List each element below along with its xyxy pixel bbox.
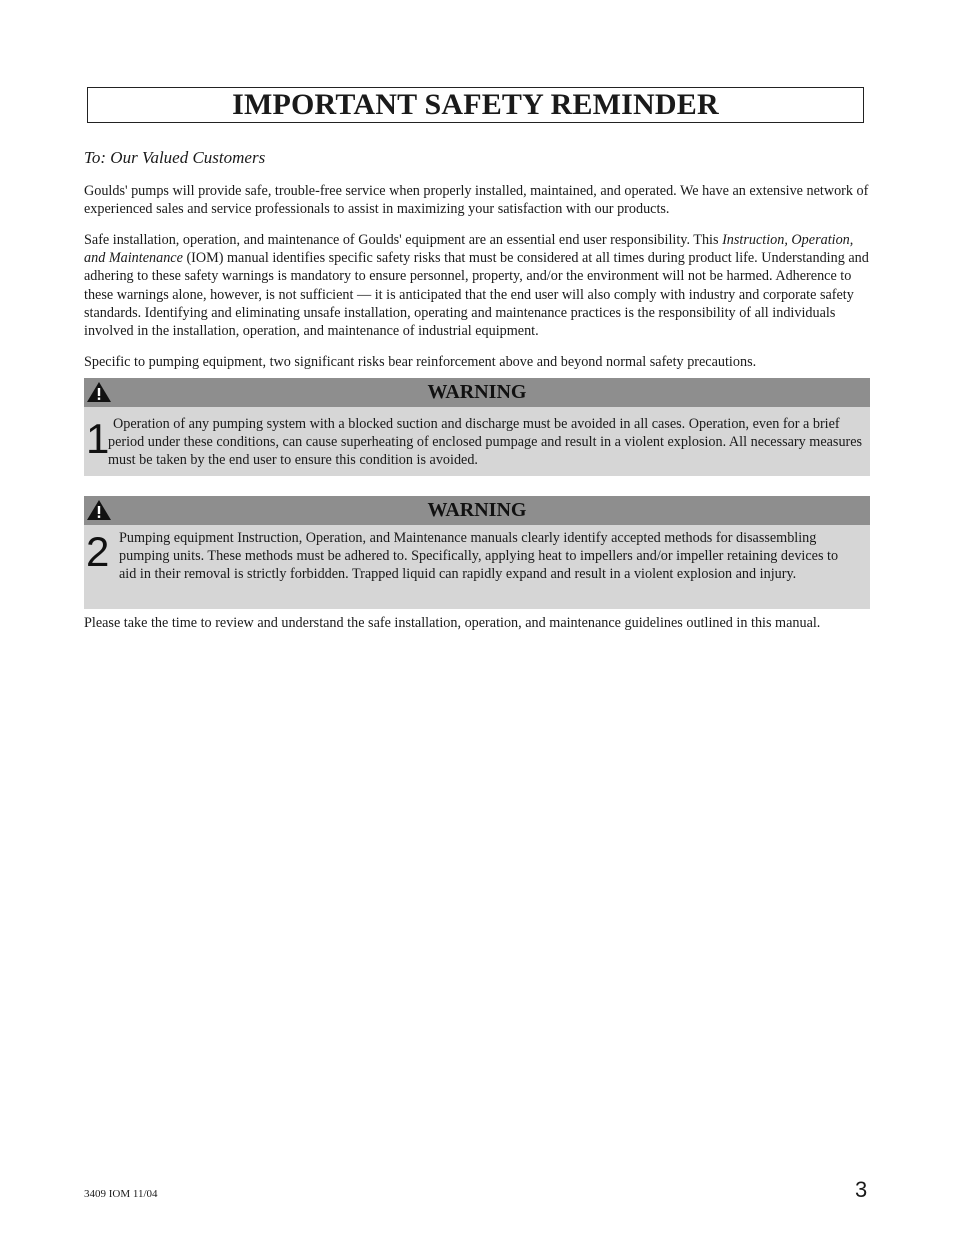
warning-1-body [84, 407, 870, 476]
warning-2-number: 2 [86, 528, 110, 575]
closing-paragraph: Please take the time to review and understand the safe installation, operation, and maintenance guidelines outlined in this manual. [84, 615, 821, 631]
document-code: 3409 IOM 11/04 [84, 1188, 158, 1200]
title-box [87, 87, 864, 123]
manual-title-italic: Instruction, Operation, and Maintenance [84, 232, 854, 267]
warning-1-number: 1 [86, 415, 110, 462]
warning-2-header [84, 496, 870, 525]
warning-1-header [84, 378, 870, 407]
salutation: To: Our Valued Customers [84, 148, 266, 167]
risks-paragraph: Specific to pumping equipment, two significant risks bear reinforcement above and beyond normal safety precautions. [84, 354, 757, 370]
responsibility-paragraph [84, 231, 874, 340]
warning-2-body [84, 525, 870, 609]
warning-2-label: WARNING [427, 499, 527, 521]
responsibility-text-b: (IOM) manual identifies specific safety risks that must be considered at all times during product life. Understanding and adhering to these safety warnings is mandatory to ensure personnel, property, and/or the environment will not be harmed. Adherence to these warnings alone, however, is not sufficient — it is anticipated that the end user will also comply with industry and corporate safety standards. Identifying and eliminating unsafe installation, operating and maintenance practices is the responsibility of all individuals involved in the installation, operation, and maintenance of industrial equipment. [84, 250, 869, 340]
warning-1-text: Operation of any pumping system with a blocked suction and discharge must be avoided in all cases. Operation, even for a brief period under these conditions, can cause superheating of enclosed pumpage and result in a violent explosion. All necessary measures must be taken by the end user to ensure this condition is avoided. [108, 416, 863, 469]
warning-1-label: WARNING [427, 381, 527, 403]
page-title: IMPORTANT SAFETY REMINDER [232, 88, 719, 121]
page-number: 3 [855, 1177, 868, 1202]
warning-2-text: Pumping equipment Instruction, Operation, and Maintenance manuals clearly identify accepted methods for disassembling pumping units. These methods must be adhered to. Specifically, applying heat to impellers and/or impeller retaining devices to aid in their removal is strictly forbidden. Trapped liquid can rapidly expand and result in a violent explosion and injury. [119, 530, 839, 583]
intro-paragraph: Goulds' pumps will provide safe, trouble-free service when properly installed, maintained, and operated. We have an extensive network of experienced sales and service professionals to assist in maximizing your satisfaction with our products. [84, 183, 869, 218]
responsibility-text-a: Safe installation, operation, and maintenance of Goulds' equipment are an essential end user responsibility. This [84, 232, 723, 248]
